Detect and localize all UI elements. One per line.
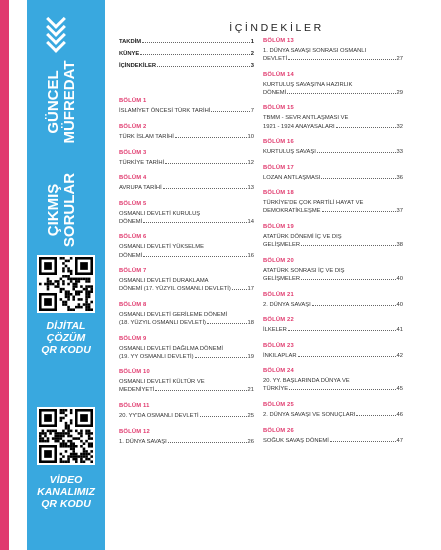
entry-title-row — [263, 411, 403, 419]
toc-entry[interactable] — [263, 368, 403, 393]
entry-title-line: OSMANLI DEVLETİ YÜKSELME — [119, 244, 204, 251]
video-channel-label: VİDEO KANALIMIZ QR KODU — [37, 474, 95, 511]
entry-title: 2. DÜNYA SAVAŞI VE SONUÇLARI — [263, 412, 356, 419]
entry-title: 20. YY'DA OSMANLI DEVLETİ — [119, 413, 199, 420]
toc-unit-list — [263, 38, 403, 445]
front-matter-item[interactable] — [119, 50, 254, 58]
entry-page: 29 — [396, 89, 403, 96]
entry-title: LOZAN ANTLAŞMASI — [263, 174, 321, 181]
entry-title: DÖNEMİ — [263, 89, 287, 96]
toc-entry[interactable] — [263, 72, 403, 97]
entry-page: 38 — [396, 242, 403, 249]
digital-solution-label: DİJİTAL ÇÖZÜM QR KODU — [41, 320, 91, 357]
leader-dots — [143, 256, 246, 257]
entry-title: DÖNEMİ — [119, 218, 143, 225]
entry-title-line: KURTULUŞ SAVAŞI'NA HAZIRLIK — [263, 81, 353, 88]
entry-title: TAKDİM — [119, 39, 142, 45]
sidebar — [0, 0, 112, 550]
entry-title-line: TÜRKİYE'DE ÇOK PARTİLİ HAYAT VE — [263, 200, 364, 207]
unit-number: BÖLÜM 20 — [263, 257, 294, 264]
unit-number: BÖLÜM 23 — [263, 342, 294, 349]
entry-title: İNKILAPLAR — [263, 352, 297, 359]
unit-number: BÖLÜM 16 — [263, 139, 294, 146]
unit-number: BÖLÜM 2 — [119, 123, 147, 130]
entry-title-row — [119, 412, 254, 420]
entry-title: TÜRKİYE — [263, 386, 289, 393]
entry-title-row — [263, 207, 403, 215]
page-title: İÇİNDEKİLER — [229, 22, 324, 34]
leader-dots — [140, 54, 249, 55]
entry-title-row — [119, 353, 254, 361]
leader-dots — [175, 137, 247, 138]
entry-title-row — [119, 438, 254, 446]
entry-page: 19 — [247, 353, 254, 360]
entry-page: 10 — [247, 133, 254, 140]
unit-number: BÖLÜM 13 — [263, 38, 294, 44]
leader-dots — [301, 245, 395, 246]
entry-title-row — [263, 148, 403, 156]
unit-number: BÖLÜM 26 — [263, 427, 294, 434]
entry-title-row — [119, 184, 254, 192]
toc-unit-list — [119, 98, 254, 445]
leader-dots — [143, 222, 246, 223]
leader-dots — [336, 127, 396, 128]
unit-number: BÖLÜM 3 — [119, 149, 147, 156]
toc-entry[interactable] — [263, 105, 403, 130]
leader-dots — [207, 323, 247, 324]
entry-page: 37 — [396, 208, 403, 215]
toc-entry[interactable] — [119, 403, 254, 420]
entry-title: SOĞUK SAVAŞ DÖNEMİ — [263, 437, 329, 444]
entry-title: 1. DÜNYA SAVAŞI — [119, 438, 167, 445]
leader-dots — [289, 389, 395, 390]
entry-page: 16 — [247, 252, 254, 259]
entry-title-line: 20. YY. BAŞLARINDA DÜNYA VE — [263, 378, 350, 385]
qr-code-icon — [39, 257, 93, 311]
entry-page: 40 — [396, 301, 403, 308]
entry-title: İSLAMİYET ÖNCESİ TÜRK TARİHİ — [119, 108, 211, 115]
entry-title-row — [119, 285, 254, 293]
entry-title: (18. YÜZYIL OSMANLI DEVLETİ) — [119, 320, 206, 327]
toc-entry[interactable] — [119, 124, 254, 141]
unit-number: BÖLÜM 7 — [119, 268, 147, 275]
entry-title-row — [263, 301, 403, 309]
unit-number: BÖLÜM 12 — [119, 428, 150, 435]
unit-number: BÖLÜM 25 — [263, 402, 294, 409]
unit-number: BÖLÜM 9 — [119, 335, 147, 342]
entry-page: 2 — [250, 51, 254, 58]
unit-number: BÖLÜM 15 — [263, 105, 294, 112]
leader-dots — [321, 178, 395, 179]
toc-entry[interactable] — [263, 343, 403, 360]
entry-title-line: TBMM - SEVR ANTLAŞMASI VE — [263, 115, 349, 122]
entry-page: 7 — [250, 108, 254, 115]
entry-title: DÖNEMİ (17. YÜZYIL OSMANLI DEVLETİ) — [119, 286, 231, 293]
entry-title-row — [263, 89, 403, 97]
entry-title: GELİŞMELER — [263, 275, 301, 282]
unit-number: BÖLÜM 8 — [119, 301, 147, 308]
entry-title-row — [119, 133, 254, 141]
entry-page: 40 — [396, 275, 403, 282]
entry-page: 12 — [247, 159, 254, 166]
entry-title-line: OSMANLI DEVLETİ DURAKLAMA — [119, 278, 209, 285]
unit-number: BÖLÜM 14 — [263, 71, 294, 78]
guncel-mufredat-text: GÜNCEL MÜFREDAT — [45, 60, 78, 144]
entry-page: 46 — [396, 412, 403, 419]
entry-title-row — [119, 218, 254, 226]
toc-entry[interactable] — [119, 369, 254, 394]
entry-title-row — [119, 252, 254, 260]
unit-number: BÖLÜM 5 — [119, 200, 147, 207]
toc-right-column — [263, 38, 403, 453]
entry-title: TÜRK İSLAM TARİHİ — [119, 133, 174, 140]
entry-page: 41 — [396, 327, 403, 334]
cikmis-sorular-text: ÇIKMIŞ SORULAR — [45, 172, 78, 248]
entry-page: 25 — [247, 413, 254, 420]
unit-number: BÖLÜM 10 — [119, 369, 150, 376]
leader-dots — [200, 416, 247, 417]
entry-title: DÖNEMİ — [119, 252, 143, 259]
entry-title-row — [119, 319, 254, 327]
entry-title-line: OSMANLI DEVLETİ KURULUŞ — [119, 210, 201, 217]
toc-entry[interactable] — [119, 336, 254, 361]
entry-title-line: ATATÜRK SONRASI İÇ VE DIŞ — [263, 267, 345, 274]
unit-number: BÖLÜM 17 — [263, 164, 294, 171]
toc-entry[interactable] — [263, 428, 403, 445]
entry-page: 26 — [247, 438, 254, 445]
toc-entry[interactable] — [119, 98, 254, 115]
unit-number: BÖLÜM 6 — [119, 234, 147, 241]
leader-dots — [232, 289, 247, 290]
entry-page: 21 — [247, 387, 254, 394]
entry-title-row — [119, 386, 254, 394]
entry-title-row — [263, 437, 403, 445]
entry-page: 14 — [247, 218, 254, 225]
leader-dots — [195, 357, 247, 358]
leader-dots — [155, 390, 246, 391]
toc-entry[interactable] — [119, 175, 254, 192]
leader-dots — [312, 305, 396, 306]
entry-title-line: OSMANLI DEVLETİ GERİLEME DÖNEMİ — [119, 311, 228, 318]
entry-title-line: OSMANLI DEVLETİ DAĞILMA DÖNEMİ — [119, 345, 224, 352]
qr-code-video-channel[interactable] — [37, 407, 95, 465]
toc-entry[interactable] — [119, 302, 254, 327]
entry-title-row — [263, 174, 403, 182]
unit-number: BÖLÜM 11 — [119, 403, 150, 410]
toc-entry[interactable] — [263, 258, 403, 283]
entry-title-row — [263, 352, 403, 360]
leader-dots — [298, 356, 396, 357]
entry-title-row — [119, 159, 254, 167]
leader-dots — [142, 42, 250, 43]
entry-title-row — [263, 55, 403, 63]
toc-entry[interactable] — [263, 317, 403, 334]
entry-title-row — [119, 107, 254, 115]
unit-number: BÖLÜM 24 — [263, 368, 294, 375]
leader-dots — [157, 66, 250, 67]
unit-number: BÖLÜM 21 — [263, 291, 294, 298]
toc-entry[interactable] — [263, 402, 403, 419]
qr-code-digital-solution[interactable] — [37, 255, 95, 313]
entry-title-row — [263, 326, 403, 334]
leader-dots — [322, 211, 396, 212]
entry-title-line: ATATÜRK DÖNEMİ İÇ VE DIŞ — [263, 234, 342, 241]
toc-entry[interactable] — [263, 190, 403, 215]
toc-left-column — [119, 38, 254, 454]
leader-dots — [301, 279, 395, 280]
entry-title: İÇİNDEKİLER — [119, 63, 157, 70]
entry-page: 27 — [396, 56, 403, 63]
toc-entry[interactable] — [263, 38, 403, 63]
front-matter-item[interactable] — [119, 62, 254, 70]
entry-title: MEDENİYETİ — [119, 387, 155, 394]
entry-title-line: 1. DÜNYA SAVAŞI SONRASI OSMANLI — [263, 48, 367, 54]
entry-title-row — [263, 123, 403, 131]
entry-title-row — [263, 275, 403, 283]
entry-page: 13 — [247, 185, 254, 192]
entry-title: İLKELER — [263, 327, 287, 334]
entry-title: 2. DÜNYA SAVAŞI — [263, 301, 311, 308]
toc-entry[interactable] — [119, 429, 254, 446]
toc-entry[interactable] — [119, 234, 254, 259]
entry-title-row — [263, 385, 403, 393]
toc-entry[interactable] — [263, 224, 403, 249]
entry-title: DEMOKRATİKLEŞME — [263, 208, 321, 215]
toc-entry[interactable] — [119, 268, 254, 293]
entry-page: 17 — [247, 286, 254, 293]
toc-entry[interactable] — [119, 150, 254, 167]
unit-number: BÖLÜM 19 — [263, 224, 294, 231]
entry-page: 3 — [250, 63, 254, 70]
entry-title: AVRUPA TARİHİ — [119, 185, 162, 192]
unit-number: BÖLÜM 22 — [263, 317, 294, 324]
leader-dots — [163, 188, 247, 189]
entry-page: 1 — [250, 39, 254, 45]
toc-entry[interactable] — [263, 165, 403, 182]
entry-title: GELİŞMELER — [263, 242, 301, 249]
entry-title-row — [263, 241, 403, 249]
leader-dots — [288, 59, 395, 60]
leader-dots — [356, 415, 395, 416]
leader-dots — [211, 111, 249, 112]
front-matter — [119, 38, 254, 70]
entry-title: 1921 - 1924 ANAYASALARI — [263, 123, 335, 130]
leader-dots — [165, 163, 246, 164]
front-matter-item[interactable] — [119, 38, 254, 46]
entry-page: 47 — [396, 437, 403, 444]
entry-page: 18 — [247, 320, 254, 327]
unit-number: BÖLÜM 18 — [263, 190, 294, 197]
leader-dots — [317, 152, 396, 153]
leader-dots — [168, 442, 247, 443]
entry-title: KÜNYE — [119, 51, 140, 58]
entry-title: TÜRKİYE TARİHİ — [119, 159, 165, 166]
entry-page: 45 — [396, 386, 403, 393]
pink-stripe — [0, 0, 9, 550]
entry-title: DEVLETİ — [263, 56, 288, 63]
entry-page: 32 — [396, 123, 403, 130]
entry-title: (19. YY OSMANLI DEVLETİ) — [119, 353, 194, 360]
entry-page: 33 — [396, 149, 403, 156]
toc-entry[interactable] — [119, 201, 254, 226]
qr-code-icon — [39, 409, 93, 463]
leader-dots — [287, 93, 395, 94]
leader-dots — [330, 441, 396, 442]
toc-entry[interactable] — [263, 139, 403, 156]
entry-title: KURTULUŞ SAVAŞI — [263, 149, 316, 156]
entry-title-line: OSMANLI DEVLETİ KÜLTÜR VE — [119, 379, 205, 386]
unit-number: BÖLÜM 4 — [119, 175, 147, 182]
entry-page: 42 — [396, 352, 403, 359]
leader-dots — [288, 330, 396, 331]
entry-page: 36 — [396, 174, 403, 181]
toc-entry[interactable] — [263, 292, 403, 309]
unit-number: BÖLÜM 1 — [119, 98, 147, 105]
